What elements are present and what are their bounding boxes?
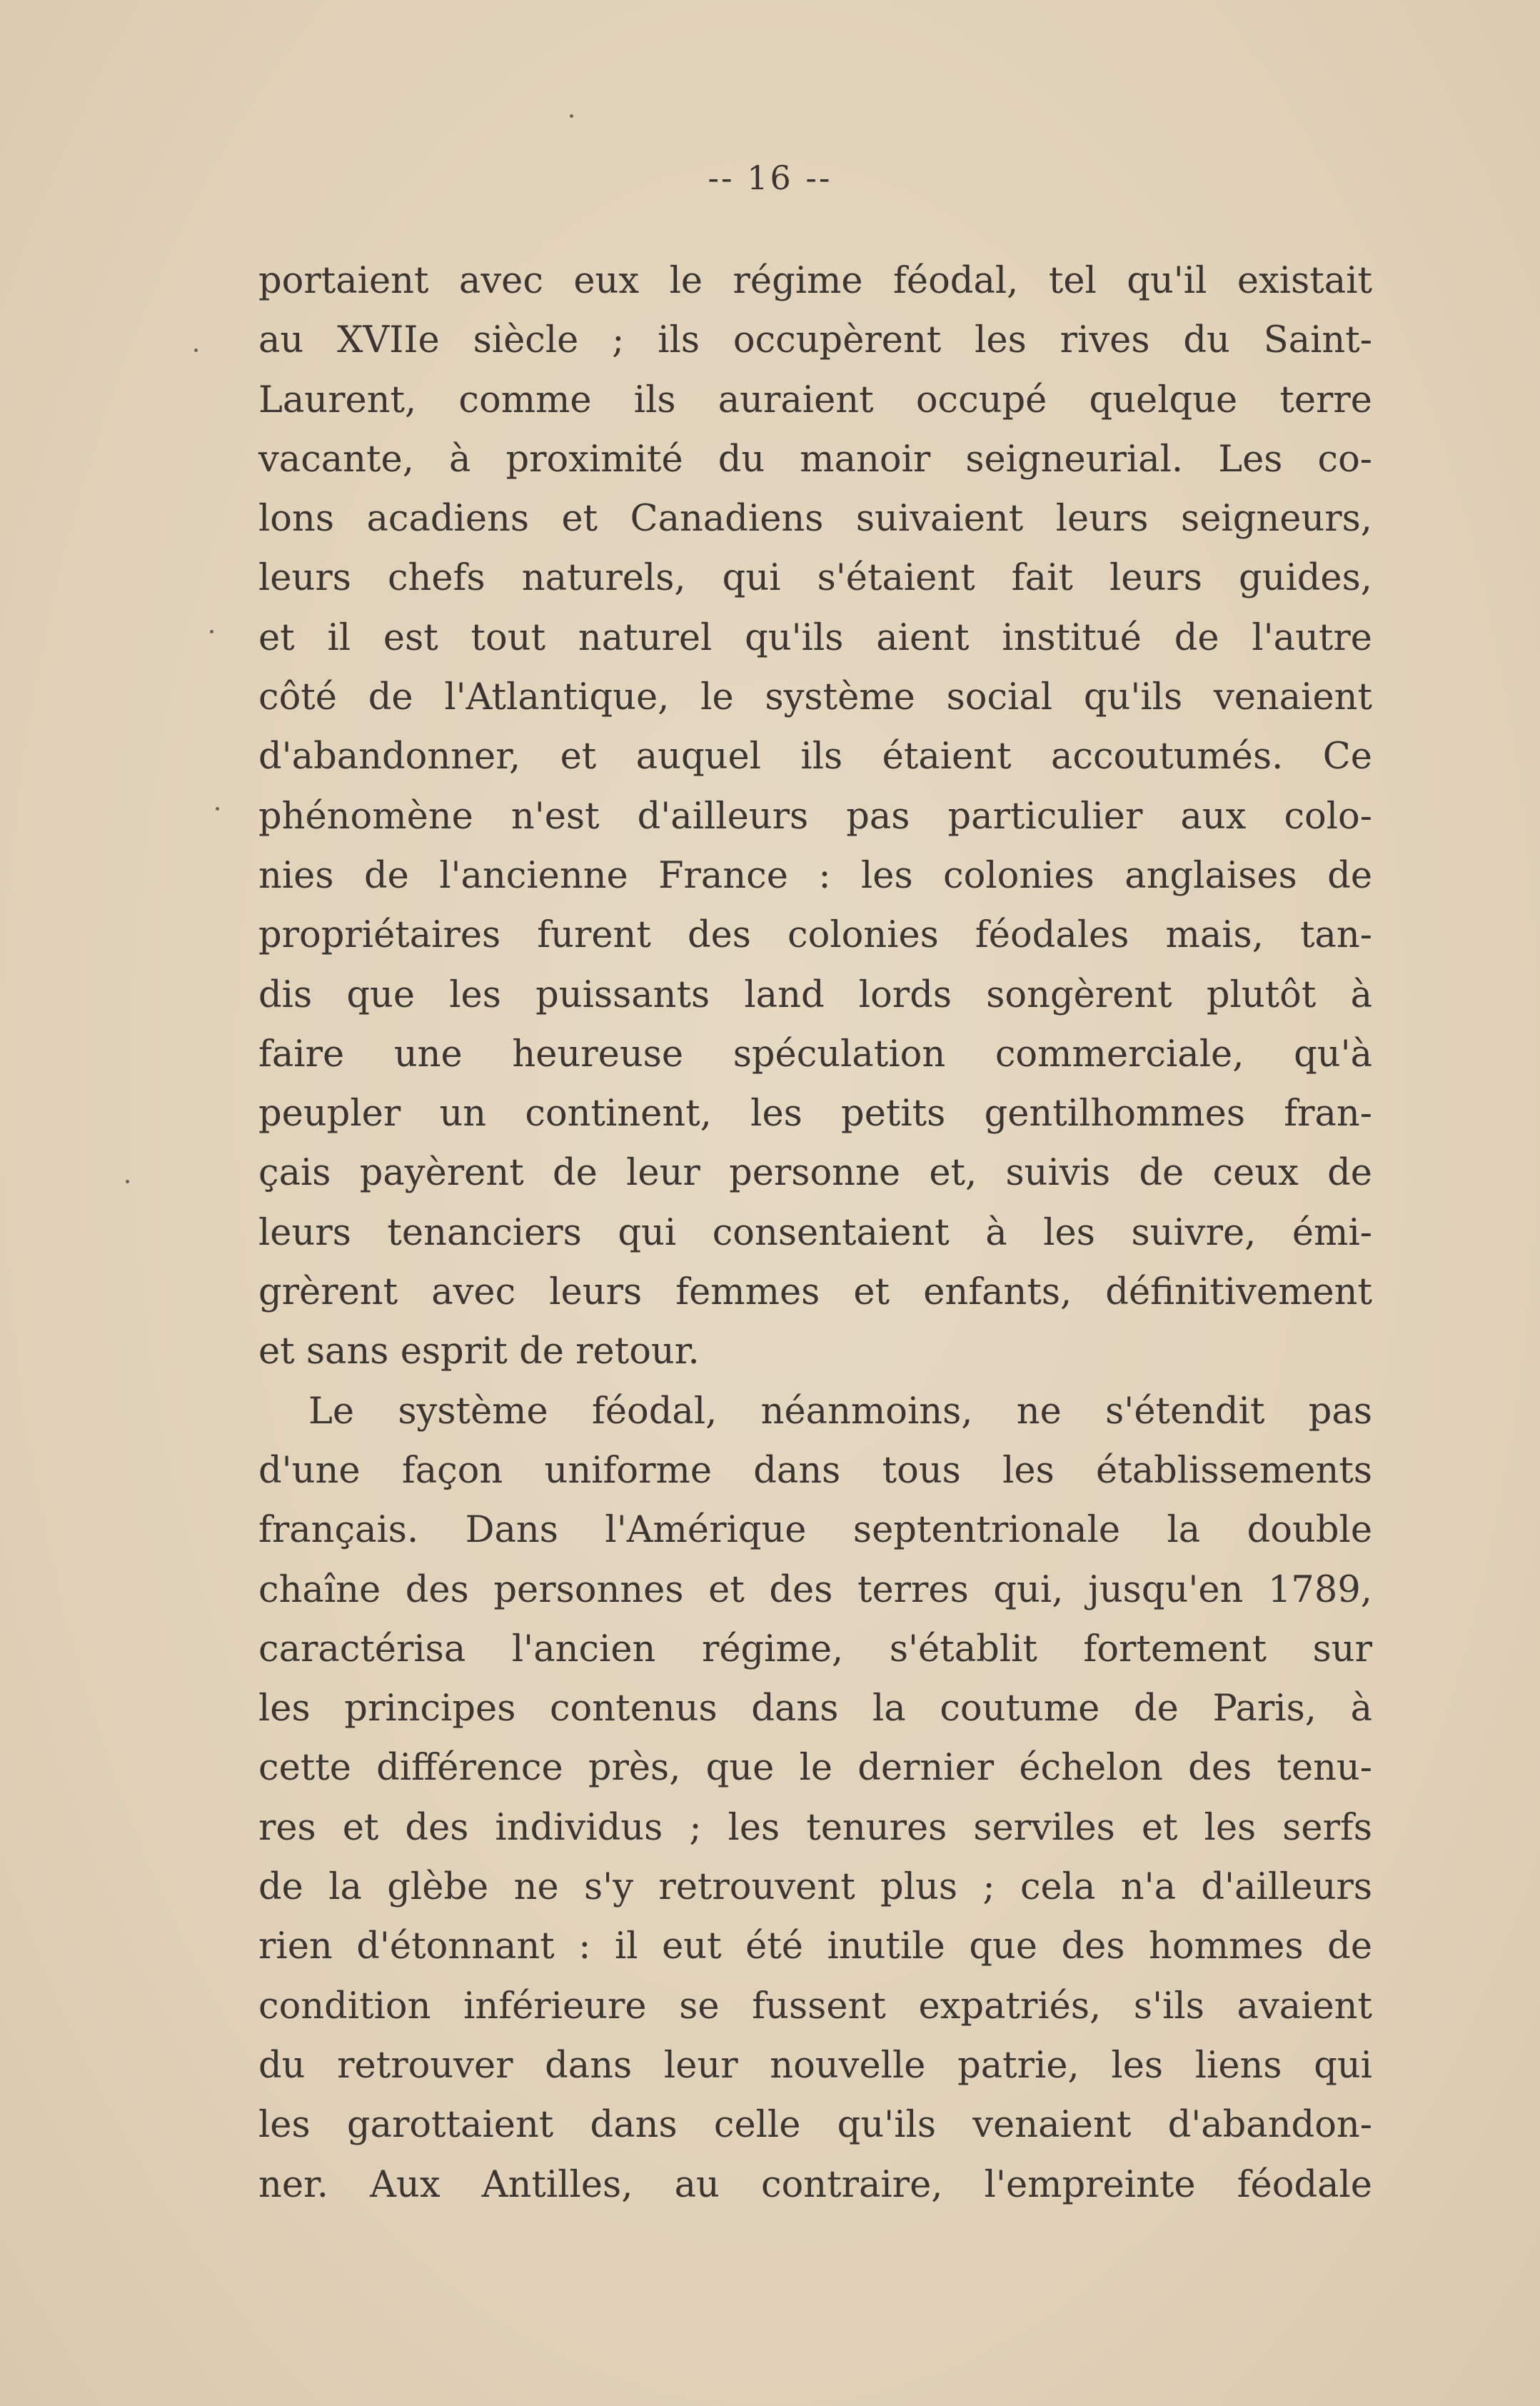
text-line: leurs chefs naturels, qui s'étaient fait leurs guides, bbox=[258, 557, 1372, 600]
text-line: au XVIIe siècle ; ils occupèrent les rives du Saint- bbox=[258, 319, 1372, 362]
text-line: vacante, à proximité du manoir seigneurial. Les co- bbox=[258, 438, 1372, 481]
text-line: d'abandonner, et auquel ils étaient accoutumés. Ce bbox=[258, 736, 1372, 778]
text-line: phénomène n'est d'ailleurs pas particulier aux colo- bbox=[258, 795, 1372, 838]
text-line: rien d'étonnant : il eut été inutile que des hommes de bbox=[258, 1925, 1372, 1968]
text-line: côté de l'Atlantique, le système social qu'ils venaient bbox=[258, 676, 1372, 719]
text-line: dis que les puissants land lords songèrent plutôt à bbox=[258, 973, 1372, 1016]
text-line: les principes contenus dans la coutume de Paris, à bbox=[258, 1688, 1372, 1730]
margin-speck bbox=[216, 807, 219, 811]
body-text bbox=[258, 251, 1372, 2215]
text-line: les garottaient dans celle qu'ils venaient d'abandon- bbox=[258, 2104, 1372, 2147]
text-line: d'une façon uniforme dans tous les établissements bbox=[258, 1449, 1372, 1492]
text-line: res et des individus ; les tenures serviles et les serfs bbox=[258, 1806, 1372, 1849]
text-line: portaient avec eux le régime féodal, tel qu'il existait bbox=[258, 260, 1372, 302]
text-line: peupler un continent, les petits gentilhommes fran- bbox=[258, 1093, 1372, 1136]
text-line: et il est tout naturel qu'ils aient institué de l'autre bbox=[258, 616, 1372, 659]
text-line: faire une heureuse spéculation commerciale, qu'à bbox=[258, 1033, 1372, 1076]
text-line: grèrent avec leurs femmes et enfants, définitivement bbox=[258, 1271, 1372, 1314]
text-line: leurs tenanciers qui consentaient à les suivre, émi- bbox=[258, 1211, 1372, 1254]
text-line: cette différence près, que le dernier échelon des tenu- bbox=[258, 1747, 1372, 1790]
text-line: caractérisa l'ancien régime, s'établit fortement sur bbox=[258, 1628, 1372, 1670]
margin-speck bbox=[570, 114, 573, 118]
paragraph-end-line: et sans esprit de retour. bbox=[258, 1330, 700, 1373]
margin-speck bbox=[126, 1180, 129, 1183]
text-line: français. Dans l'Amérique septentrionale la double bbox=[258, 1509, 1372, 1552]
page-number: -- 16 -- bbox=[708, 159, 832, 197]
margin-speck bbox=[194, 349, 198, 352]
text-line: chaîne des personnes et des terres qui, jusqu'en 1789, bbox=[258, 1568, 1372, 1611]
text-line: çais payèrent de leur personne et, suivis de ceux de bbox=[258, 1152, 1372, 1195]
text-line: ner. Aux Antilles, au contraire, l'empreinte féodale bbox=[258, 2163, 1372, 2206]
text-line: propriétaires furent des colonies féodales mais, tan- bbox=[258, 914, 1372, 957]
paragraph-start-line: Le système féodal, néanmoins, ne s'étendit pas bbox=[308, 1390, 1372, 1433]
text-line: lons acadiens et Canadiens suivaient leurs seigneurs, bbox=[258, 498, 1372, 541]
text-line: condition inférieure se fussent expatriés, s'ils avaient bbox=[258, 1985, 1372, 2027]
text-line: Laurent, comme ils auraient occupé quelque terre bbox=[258, 379, 1372, 421]
margin-speck bbox=[210, 630, 213, 633]
text-line: nies de l'ancienne France : les colonies anglaises de bbox=[258, 854, 1372, 897]
text-line: du retrouver dans leur nouvelle patrie, les liens qui bbox=[258, 2044, 1372, 2087]
text-line: de la glèbe ne s'y retrouvent plus ; cela n'a d'ailleurs bbox=[258, 1866, 1372, 1909]
